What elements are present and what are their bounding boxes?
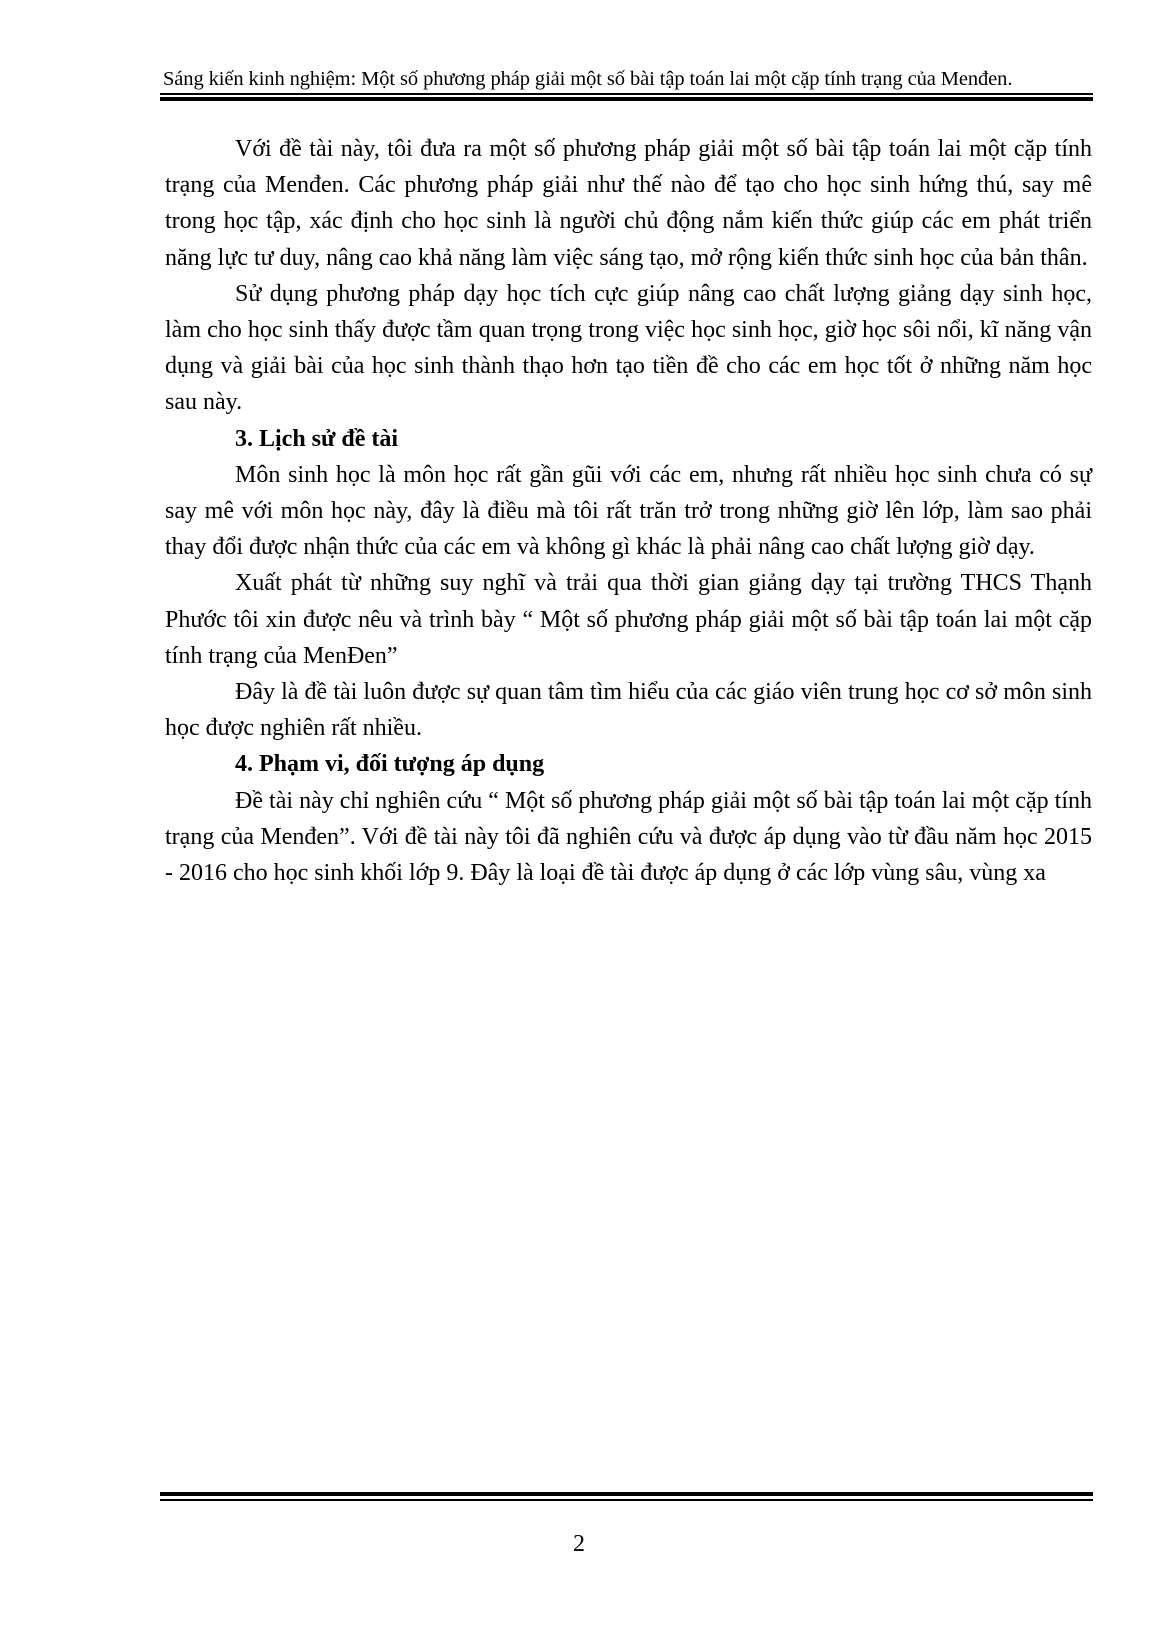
section-heading-3: 3. Lịch sử đề tài [235, 425, 399, 452]
paragraph-5: Đây là đề tài luôn được sự quan tâm tìm hiểu của các giáo viên trung học cơ sở môn sinh học được nghiên rất nhiều. [165, 679, 1092, 742]
section-heading-4: 4. Phạm vi, đối tượng áp dụng [235, 751, 545, 778]
page-number: 2 [573, 1531, 585, 1557]
document-body [165, 131, 1092, 891]
paragraph-3: Môn sinh học là môn học rất gần gũi với các em, nhưng rất nhiều học sinh chưa có sự say mê với môn học này, đây là điều mà tôi rất trăn trở trong những giờ lên lớp, làm sao phải thay đổi được nhận thức của các em và không gì khác là phải nâng cao chất lượng giờ dạy. [165, 461, 1092, 561]
header-rule-thick [160, 97, 1093, 101]
footer-rule-thin [160, 1499, 1093, 1501]
footer-rule-thick [160, 1492, 1093, 1496]
paragraph-4: Xuất phát từ những suy nghĩ và trải qua thời gian giảng dạy tại trường THCS Thạnh Phước tôi xin được nêu và trình bày “ Một số phương pháp giải một số bài tập toán lai một cặp tính trạng của MenĐen” [165, 570, 1092, 669]
header-rule-thin [160, 93, 1093, 95]
paragraph-6: Đề tài này chỉ nghiên cứu “ Một số phương pháp giải một số bài tập toán lai một cặp tính trạng của Menđen”. Với đề tài này tôi đã nghiên cứu và được áp dụng vào từ đầu năm học 2015 - 2016 cho học sinh khối lớp 9. Đây là loại đề tài được áp dụng ở các lớp vùng sâu, vùng xa [165, 787, 1092, 887]
paragraph-2: Sử dụng phương pháp dạy học tích cực giúp nâng cao chất lượng giảng dạy sinh học, làm cho học sinh thấy được tầm quan trọng trong việc học sinh học, giờ học sôi nổi, kĩ năng vận dụng và giải bài của học sinh thành thạo hơn tạo tiền đề cho các em học tốt ở những năm học sau này. [165, 280, 1092, 416]
paragraph-1: Với đề tài này, tôi đưa ra một số phương pháp giải một số bài tập toán lai một cặp tính trạng của Menđen. Các phương pháp giải như thế nào để tạo cho học sinh hứng thú, say mê trong học tập, xác định cho học sinh là người chủ động nắm kiến thức giúp các em phát triển năng lực tư duy, nâng cao khả năng làm việc sáng tạo, mở rộng kiến thức sinh học của bản thân. [165, 136, 1092, 271]
running-header: Sáng kiến kinh nghiệm: Một số phương pháp giải một số bài tập toán lai một cặp tính trạng của Menđen. [163, 68, 1013, 90]
